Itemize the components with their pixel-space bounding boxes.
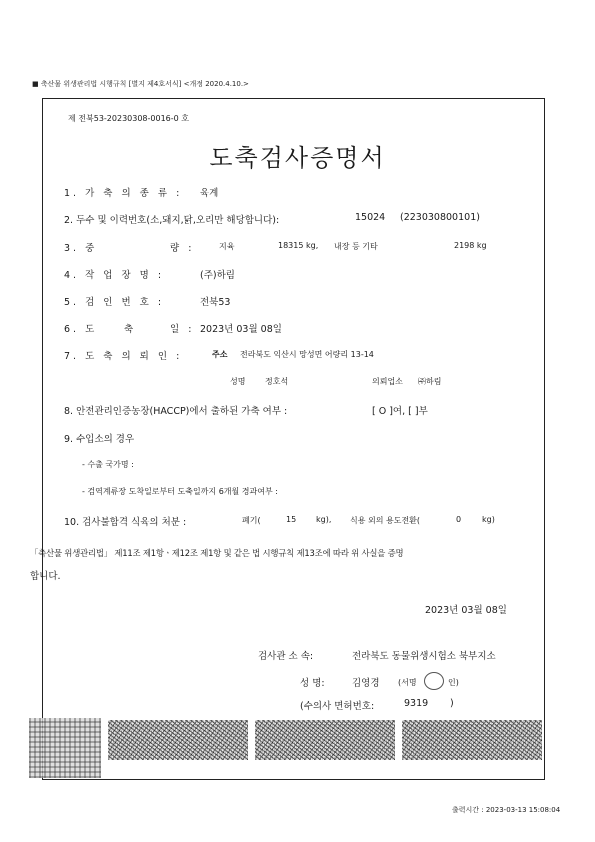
item10-label: 10. 검사불합격 식육의 처분 : xyxy=(64,517,187,528)
item7-name-value: 정호석 xyxy=(265,377,289,386)
inspector-name-label: 성 명: xyxy=(300,678,325,689)
item2-count: 15024 xyxy=(355,212,386,223)
inspector-affiliation-value: 전라북도 동물위생시험소 북부지소 xyxy=(352,651,496,662)
item3-part1: 지육 xyxy=(219,242,235,251)
item7-company-label: 의뢰업소 xyxy=(372,377,403,386)
item1-label: 1. 가 축 의 종 류 : xyxy=(64,188,183,199)
item5-label: 5. 검 인 번 호 : xyxy=(64,297,165,308)
item10-other-value: 0 xyxy=(456,515,462,524)
item7-company-value: ㈜하림 xyxy=(418,377,442,386)
item2-label: 2. 두수 및 이력번호(소,돼지,닭,오리만 해당합니다): xyxy=(64,215,280,226)
license-close: ) xyxy=(450,698,454,709)
item7-name-label: 성명 xyxy=(230,377,246,386)
inspector-affiliation-label: 검사관 소 속: xyxy=(258,651,314,662)
item3-label-start: 3. 중 xyxy=(64,243,98,254)
license-label: (수의사 면허번호: xyxy=(300,701,375,712)
security-pattern-1 xyxy=(108,720,248,760)
item9-quarantine: - 검역계류장 도착일로부터 도축일까지 6개월 경과여부 : xyxy=(82,487,278,496)
item7-label: 7. 도 축 의 뢰 인 : xyxy=(64,351,183,362)
security-pattern-2 xyxy=(255,720,395,760)
form-reference: ■ 축산물 위생관리법 시행규칙 [별지 제4호서식] <개정 2020.4.10.> xyxy=(32,80,249,88)
item10-discard-value: 15 xyxy=(286,515,297,524)
inspector-name-value: 김영경 xyxy=(352,678,380,689)
qr-code-icon xyxy=(29,718,101,778)
document-number: 제 전북53-20230308-0016-0 호 xyxy=(68,114,190,123)
item7-address-value: 전라북도 익산시 망성면 어량리 13-14 xyxy=(240,350,374,359)
print-timestamp: 출력시간 : 2023-03-13 15:08:04 xyxy=(452,806,561,814)
item10-discard-label: 폐기( xyxy=(242,516,261,525)
item8-label: 8. 안전관리인증농장(HACCP)에서 출하된 가축 여부 : xyxy=(64,406,288,417)
item9-export-country: - 수출 국가명 : xyxy=(82,460,134,469)
item3-label-end: 량 : xyxy=(170,243,195,254)
item6-label-mid: 축 xyxy=(124,324,134,335)
item6-value: 2023년 03월 08일 xyxy=(200,324,282,335)
item7-address-label: 주소 xyxy=(212,350,228,359)
signature-open: (서명 xyxy=(398,678,417,687)
security-pattern-3 xyxy=(402,720,542,760)
item3-weight1: 18315 kg, xyxy=(278,241,319,250)
item10-discard-unit: kg), xyxy=(316,515,332,524)
statement-line1: 「축산물 위생관리법」 제11조 제1항ㆍ제12조 제1항 및 같은 법 시행규칙 제13조에 따라 위 사실을 증명 xyxy=(30,548,404,558)
signature-close: 인) xyxy=(448,678,459,687)
statement-line2: 합니다. xyxy=(30,571,61,582)
item10-other-label: 식용 외의 용도전환( xyxy=(350,516,421,525)
item6-label-start: 6. 도 xyxy=(64,324,98,335)
item4-value: (주)하림 xyxy=(200,270,235,281)
item3-part2: 내장 등 기타 xyxy=(334,242,378,251)
page-title: 도축검사증명서 xyxy=(209,144,386,172)
item3-weight2: 2198 kg xyxy=(454,241,487,250)
item10-other-unit: kg) xyxy=(482,515,495,524)
issue-date: 2023년 03월 08일 xyxy=(425,605,507,616)
item5-value: 전북53 xyxy=(200,297,231,308)
item8-choice: [ O ]여, [ ]부 xyxy=(372,406,428,417)
item4-label: 4. 작 업 장 명 : xyxy=(64,270,165,281)
seal-stamp-icon xyxy=(424,672,444,690)
item9-label: 9. 수입소의 경우 xyxy=(64,434,135,445)
item6-label-end: 일 : xyxy=(170,324,195,335)
license-value: 9319 xyxy=(404,698,429,709)
item2-trace-number: (223030800101) xyxy=(400,212,480,223)
item1-value: 육계 xyxy=(200,188,219,199)
